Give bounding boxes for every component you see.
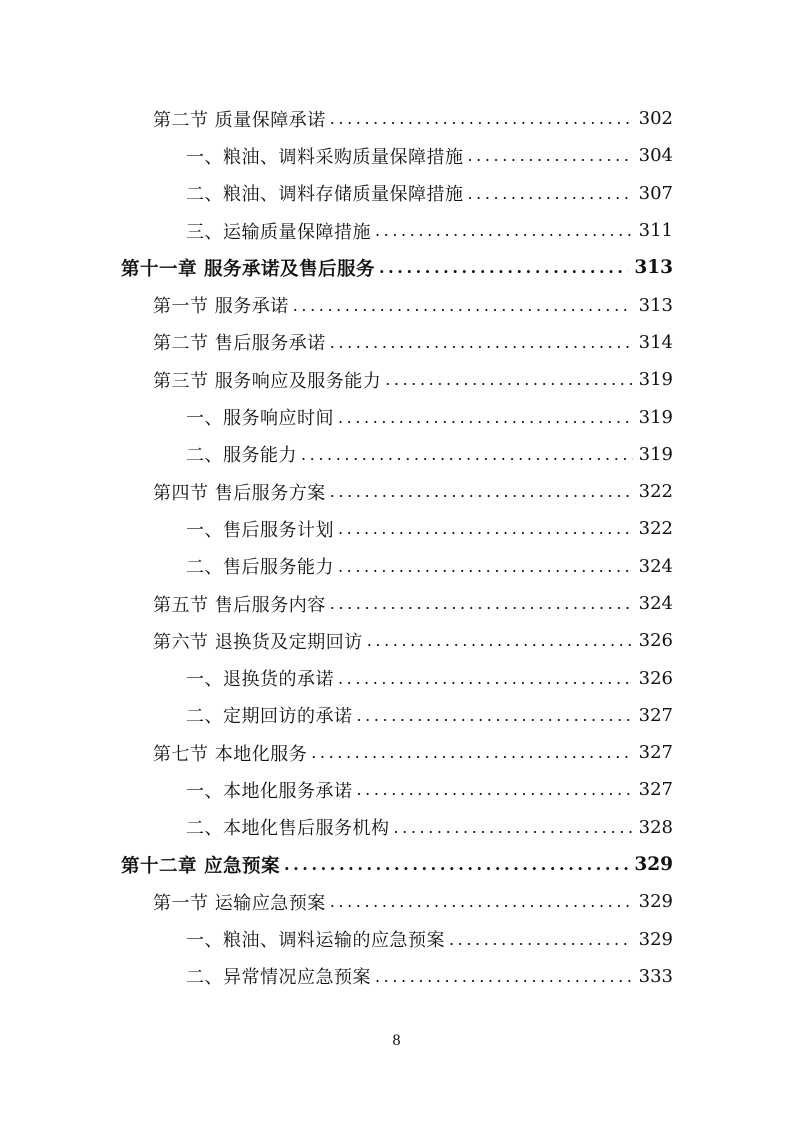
toc-dot-leader xyxy=(394,818,633,837)
toc-subsection-entry[interactable] xyxy=(0,212,793,249)
toc-entry-title: 第十二章 应急预案 xyxy=(121,855,280,877)
toc-dot-leader xyxy=(338,408,633,427)
toc-entry-page-number: 327 xyxy=(638,779,673,801)
toc-entry-page-number: 326 xyxy=(638,630,673,652)
toc-entry-title: 第一节 服务承诺 xyxy=(153,296,289,318)
toc-entry-title: 第五节 售后服务内容 xyxy=(153,594,326,616)
toc-dot-leader xyxy=(338,519,633,538)
toc-entry-page-number: 329 xyxy=(638,891,673,913)
toc-entry-page-number: 328 xyxy=(638,816,673,838)
toc-section-entry[interactable] xyxy=(0,324,793,361)
toc-dot-leader xyxy=(379,258,628,277)
toc-entry-title: 二、本地化售后服务机构 xyxy=(186,818,390,840)
toc-entry-title: 一、售后服务计划 xyxy=(186,519,334,541)
toc-section-entry[interactable] xyxy=(0,286,793,323)
toc-dot-leader xyxy=(338,669,633,688)
toc-dot-leader xyxy=(330,594,633,613)
toc-entry-page-number: 324 xyxy=(638,555,673,577)
toc-section-entry[interactable] xyxy=(0,622,793,659)
toc-entry-page-number: 322 xyxy=(638,518,673,540)
toc-subsection-entry[interactable] xyxy=(0,436,793,473)
toc-subsection-entry[interactable] xyxy=(0,921,793,958)
toc-entry-title: 一、粮油、调料采购质量保障措施 xyxy=(186,146,464,168)
toc-dot-leader xyxy=(375,221,633,240)
toc-entry-page-number: 322 xyxy=(638,481,673,503)
toc-entry-title: 二、定期回访的承诺 xyxy=(186,706,353,728)
table-of-contents xyxy=(0,100,793,995)
toc-entry-page-number: 327 xyxy=(638,704,673,726)
toc-entry-title: 二、售后服务能力 xyxy=(186,557,334,579)
toc-dot-leader xyxy=(301,445,633,464)
toc-entry-page-number: 329 xyxy=(638,928,673,950)
toc-entry-page-number: 311 xyxy=(638,220,673,242)
toc-entry-title: 第二节 售后服务承诺 xyxy=(153,333,326,355)
toc-entry-title: 第二节 质量保障承诺 xyxy=(153,109,326,131)
toc-dot-leader xyxy=(375,967,633,986)
toc-entry-page-number: 302 xyxy=(638,108,673,130)
toc-entry-page-number: 319 xyxy=(638,443,673,465)
toc-entry-title: 第七节 本地化服务 xyxy=(153,743,308,765)
toc-entry-page-number: 304 xyxy=(638,145,673,167)
toc-section-entry[interactable] xyxy=(0,100,793,137)
toc-entry-title: 一、退换货的承诺 xyxy=(186,669,334,691)
toc-entry-title: 第一节 运输应急预案 xyxy=(153,892,326,914)
toc-entry-page-number: 314 xyxy=(638,331,673,353)
toc-entry-title: 一、服务响应时间 xyxy=(186,408,334,430)
toc-entry-page-number: 329 xyxy=(634,854,673,876)
toc-dot-leader xyxy=(367,631,633,650)
toc-chapter-entry[interactable] xyxy=(0,846,793,883)
toc-subsection-entry[interactable] xyxy=(0,809,793,846)
toc-dot-leader xyxy=(330,482,633,501)
toc-entry-page-number: 319 xyxy=(638,406,673,428)
toc-entry-title: 第四节 售后服务方案 xyxy=(153,482,326,504)
toc-section-entry[interactable] xyxy=(0,585,793,622)
toc-dot-leader xyxy=(330,892,633,911)
toc-dot-leader xyxy=(449,930,633,949)
toc-dot-leader xyxy=(293,296,633,315)
toc-subsection-entry[interactable] xyxy=(0,398,793,435)
toc-entry-title: 一、本地化服务承诺 xyxy=(186,780,353,802)
toc-subsection-entry[interactable] xyxy=(0,510,793,547)
toc-entry-title: 第三节 服务响应及服务能力 xyxy=(153,370,382,392)
toc-dot-leader xyxy=(284,855,628,874)
toc-entry-page-number: 313 xyxy=(634,257,673,279)
page-number: 8 xyxy=(392,1032,401,1049)
toc-dot-leader xyxy=(330,333,633,352)
toc-subsection-entry[interactable] xyxy=(0,137,793,174)
toc-subsection-entry[interactable] xyxy=(0,771,793,808)
toc-section-entry[interactable] xyxy=(0,734,793,771)
toc-dot-leader xyxy=(311,743,632,762)
toc-dot-leader xyxy=(338,557,633,576)
toc-section-entry[interactable] xyxy=(0,361,793,398)
toc-chapter-entry[interactable] xyxy=(0,249,793,286)
toc-dot-leader xyxy=(357,706,633,725)
toc-entry-page-number: 327 xyxy=(638,742,673,764)
toc-subsection-entry[interactable] xyxy=(0,548,793,585)
toc-entry-title: 三、运输质量保障措施 xyxy=(186,221,371,243)
toc-dot-leader xyxy=(468,146,633,165)
toc-dot-leader xyxy=(357,780,633,799)
toc-subsection-entry[interactable] xyxy=(0,175,793,212)
toc-entry-title: 第六节 退换货及定期回访 xyxy=(153,631,363,653)
toc-entry-page-number: 319 xyxy=(638,369,673,391)
toc-entry-title: 二、服务能力 xyxy=(186,445,297,467)
toc-subsection-entry[interactable] xyxy=(0,659,793,696)
toc-entry-title: 二、异常情况应急预案 xyxy=(186,967,371,989)
toc-section-entry[interactable] xyxy=(0,473,793,510)
toc-entry-page-number: 307 xyxy=(638,182,673,204)
toc-dot-leader xyxy=(330,109,633,128)
toc-dot-leader xyxy=(468,184,633,203)
toc-entry-title: 一、粮油、调料运输的应急预案 xyxy=(186,930,445,952)
toc-entry-title: 二、粮油、调料存储质量保障措施 xyxy=(186,184,464,206)
toc-entry-page-number: 313 xyxy=(638,294,673,316)
toc-entry-page-number: 324 xyxy=(638,593,673,614)
toc-subsection-entry[interactable] xyxy=(0,697,793,734)
toc-subsection-entry[interactable] xyxy=(0,958,793,995)
toc-entry-page-number: 333 xyxy=(638,965,673,987)
toc-dot-leader xyxy=(385,370,632,389)
toc-entry-title: 第十一章 服务承诺及售后服务 xyxy=(121,258,375,280)
toc-section-entry[interactable] xyxy=(0,883,793,920)
toc-entry-page-number: 326 xyxy=(638,667,673,689)
